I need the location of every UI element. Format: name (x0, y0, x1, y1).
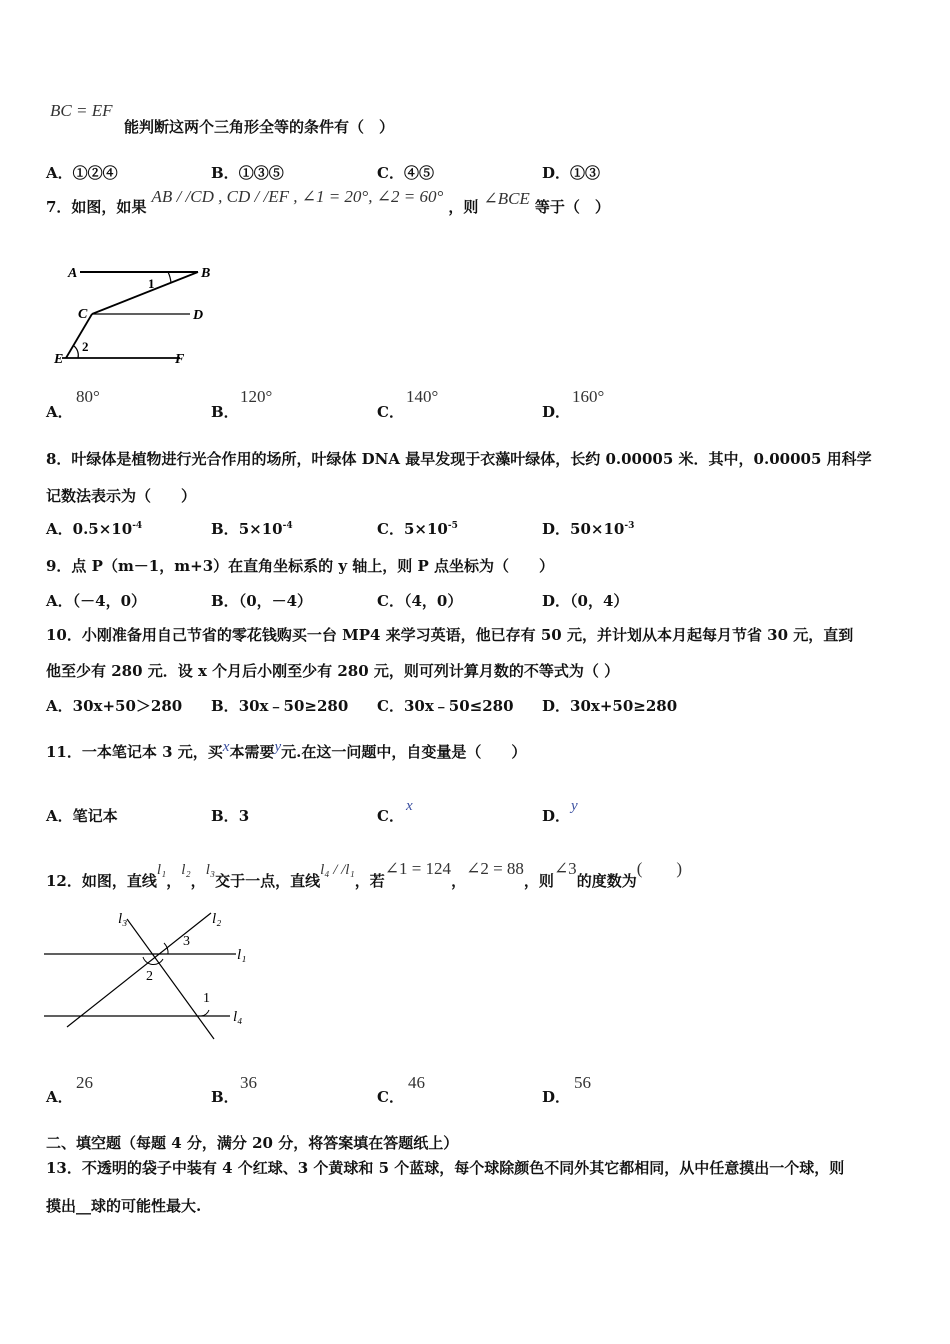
q7-mid: ，则 (448, 198, 479, 216)
label-l1: l₁ (237, 947, 247, 963)
q7-option-c-label: C． (377, 403, 404, 421)
q7-figure (50, 258, 230, 373)
q9-text: 9．点 P（m－1，m+3）在直角坐标系的 y 轴上，则 P 点坐标为（ ） (46, 557, 555, 575)
q12-option-b-value: 36 (240, 1073, 257, 1092)
q12-l2: l₂ (181, 862, 191, 878)
label-angle-1: 1 (203, 991, 210, 1006)
label-l2: l₂ (212, 911, 222, 927)
q12-angle2: ∠2 = 88 (466, 859, 524, 878)
q7-option-a-value: 80° (76, 387, 100, 406)
q6-text: 能判断这两个三角形全等的条件有（ ） (124, 118, 395, 136)
q12-figure (40, 905, 270, 1040)
q11-option-d-value: y (571, 798, 578, 814)
label-angle-2: 2 (82, 339, 89, 354)
q7-end: 等于（ ） (534, 198, 610, 216)
q12-part3: ，若 (354, 872, 385, 890)
q12-option-a-label: A． (46, 1088, 73, 1106)
q10-line1: 10．小刚准备用自己节省的零花钱购买一台 MP4 来学习英语，他已存有 50 元，并计划从本月起每月节省 30 元，直到 (46, 626, 854, 644)
label-angle-2: 2 (146, 969, 153, 984)
q7-option-b-value: 120° (240, 387, 273, 406)
label-l3: l₃ (118, 911, 128, 927)
q12-sep1: ， (166, 872, 182, 890)
q12-paren: ( ) (636, 859, 683, 878)
q11-part2: 本需要 (229, 743, 275, 761)
q10-option-a: A．30x+50＞280 (46, 697, 183, 715)
q11-part1: 11．一本笔记本 3 元，买 (46, 743, 223, 761)
angle2-arc (143, 957, 163, 965)
line-l3 (127, 919, 214, 1039)
q12-l1: l₁ (156, 862, 167, 878)
q12-l3: l₃ (205, 862, 216, 878)
label-b: B (201, 266, 211, 281)
angle1-arc (168, 272, 171, 283)
q12-part4: ， (451, 872, 467, 890)
q13-line2: 摸出__球的可能性最大. (46, 1197, 202, 1215)
q12-part1: 12．如图，直线 (46, 872, 157, 890)
q11-option-c-label: C． (377, 807, 404, 825)
label-angle-1: 1 (148, 276, 155, 291)
line-l2 (67, 913, 211, 1027)
label-a: A (68, 266, 78, 281)
label-e: E (54, 352, 64, 367)
label-f: F (175, 352, 185, 367)
q6-option-c: C．④⑤ (377, 164, 434, 182)
q7-number: 7．如图，如果 (46, 198, 147, 216)
q12-part2: 交于一点，直线 (215, 872, 321, 890)
q11-option-b: B．3 (211, 807, 250, 825)
q8-option-b: B．$5\times 10^{-4}$ (211, 520, 293, 538)
q11-part3: 元.在这一问题中，自变量是（ ） (281, 743, 527, 761)
q8-option-c: C．$5\times 10^{-5}$ (377, 520, 458, 538)
q12-option-d-value: 56 (574, 1073, 591, 1092)
q12-angle3: ∠3 (553, 859, 577, 878)
section2-title: 二、填空题（每题 4 分，满分 20 分，将答案填在答题纸上） (46, 1134, 459, 1152)
q6-option-b: B．①③⑤ (211, 164, 284, 182)
q7-option-a-label: A． (46, 403, 73, 421)
q7-option-d-label: D． (542, 403, 571, 421)
q11-option-d-label: D． (542, 807, 571, 825)
q12-option-c-value: 46 (408, 1073, 425, 1092)
q8-line2: 记数法表示为（ ） (46, 487, 197, 505)
q12-option-c-label: C． (377, 1088, 404, 1106)
q7-option-b-label: B． (211, 403, 239, 421)
q11-var-y: y (274, 739, 282, 755)
q11-var-x: x (222, 739, 230, 755)
q6-option-d: D．①③ (542, 164, 601, 182)
q6-option-a: A．①②④ (46, 164, 118, 182)
q7-stem (46, 187, 610, 217)
q12-angle1: ∠1 = 124 (384, 859, 452, 878)
q6-condition: BC = EF (50, 101, 113, 120)
q8-option-d: D．$50\times 10^{-3}$ (542, 520, 635, 538)
q8-option-a: A．$0.5\times 10^{-4}$ (46, 520, 143, 538)
q9-option-d: D．（0，4） (542, 592, 629, 610)
angle2-arc (74, 346, 78, 358)
q12-option-a-value: 26 (76, 1073, 93, 1092)
q10-option-c: C．30x﹣50≤280 (377, 697, 514, 715)
q10-option-b: B．30x﹣50≥280 (211, 697, 349, 715)
q12-part6: 的度数为 (576, 872, 637, 890)
q11-stem (46, 741, 526, 762)
angle1-arc (201, 1010, 209, 1016)
q12-parallel: l₄ / /l₁ (320, 862, 355, 878)
q9-option-a: A．（－4，0） (46, 592, 147, 610)
q12-part5: ，则 (523, 872, 554, 890)
q9-option-b: B．（0，－4） (211, 592, 313, 610)
q7-option-d-value: 160° (572, 387, 605, 406)
q8-line1: 8．叶绿体是植物进行光合作用的场所，叶绿体 DNA 最早发现于衣藻叶绿体，长约 0.00005 米．其中，0.00005 用科学 (46, 450, 872, 468)
q11-option-c-value: x (406, 798, 413, 814)
q7-expression: AB / /CD , CD / /EF , ∠1 = 20°, ∠2 = 60° (151, 187, 444, 206)
label-angle-3: 3 (183, 934, 190, 949)
q7-option-c-value: 140° (406, 387, 439, 406)
q12-stem (46, 854, 683, 890)
label-c: C (78, 307, 88, 322)
q12-option-b-label: B． (211, 1088, 239, 1106)
q10-line2: 他至少有 280 元．设 x 个月后小刚至少有 280 元，则可列计算月数的不等式为（ ） (46, 662, 620, 680)
line-bc (92, 272, 198, 314)
q13-line1: 13．不透明的袋子中装有 4 个红球、3 个黄球和 5 个蓝球，每个球除颜色不同外其它都相同，从中任意摸出一个球，则 (46, 1159, 845, 1177)
label-l4: l₄ (233, 1009, 243, 1025)
q9-option-c: C．（4，0） (377, 592, 463, 610)
q10-option-d: D．30x+50≥280 (542, 697, 678, 715)
q11-option-a: A．笔记本 (46, 807, 118, 825)
q12-option-d-label: D． (542, 1088, 571, 1106)
q12-sep2: ， (190, 872, 206, 890)
q7-angle: ∠BCE (483, 189, 530, 208)
label-d: D (193, 308, 204, 323)
